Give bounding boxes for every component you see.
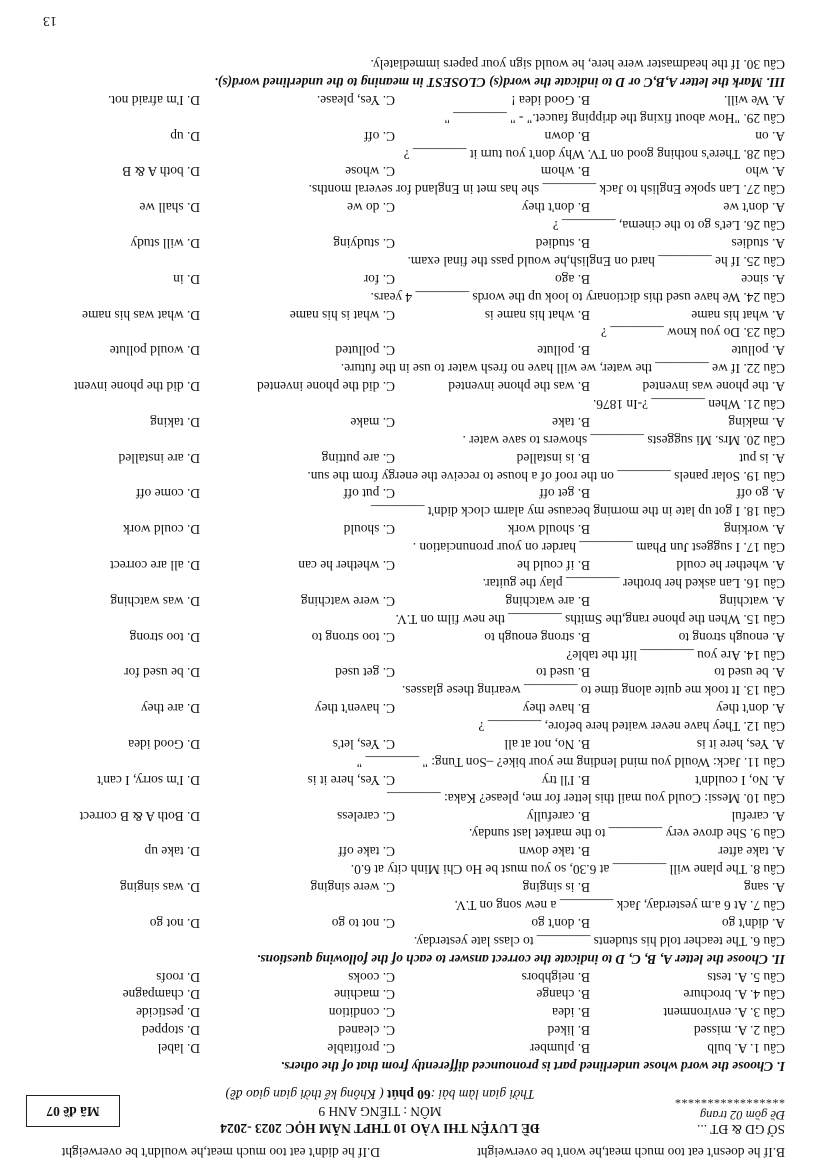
answer-option: C. cleaned — [338, 1023, 395, 1039]
answer-option: A. enough strong to — [678, 629, 785, 645]
answer-option: A. go off — [736, 486, 785, 502]
answer-option: C. get used — [335, 665, 395, 681]
answer-option: C. what is his name — [289, 307, 395, 323]
answer-option: Câu 5. A. tests — [707, 969, 785, 985]
answer-option: D. up — [170, 128, 200, 144]
question-stem: Câu 8. The plane will ________ at 6.30, so you must be Ho Chi Minh city at 6.0. — [350, 862, 785, 878]
answer-option: D. label — [157, 1041, 200, 1057]
question-stem: Câu 17. I suggest Jun Pham ________ harder on your pronunciation . — [412, 540, 785, 556]
answer-options — [25, 377, 785, 395]
answer-option: B. I'll try — [541, 772, 590, 788]
answer-options — [25, 1003, 785, 1021]
answer-option: B. is installed — [516, 450, 590, 466]
answer-option: D. both A & B — [122, 164, 200, 180]
answer-option-d: D.If he didn't eat too much meat,he wouldn't be overweight — [61, 1145, 380, 1160]
answer-options — [25, 556, 785, 574]
answer-option: D. was watching — [110, 593, 200, 609]
answer-option: C. did the phone invented — [257, 379, 395, 395]
answer-options — [25, 234, 785, 252]
answer-option: B. plumber — [529, 1041, 590, 1057]
answer-option: A. Yes, here it is — [696, 736, 785, 752]
answer-option: C. condition — [328, 1005, 395, 1021]
answer-option: C. are putting — [321, 450, 395, 466]
question-stem: Câu 12. They have never waited here before, ________ ? — [478, 719, 785, 735]
answer-option: B. get off — [539, 486, 590, 502]
answer-option: C. take off — [338, 844, 395, 860]
answer-option: D. not go — [149, 915, 200, 931]
exam-code-box: Mã đề 07 — [26, 1095, 120, 1127]
answer-option: A. since — [741, 271, 785, 287]
answer-option: C. Yes, please. — [316, 92, 395, 108]
answer-option: A. working — [724, 522, 785, 538]
question-stem: Câu 7. At 6 a.m yesterday, Jack ________ a new song on T.V. — [454, 897, 785, 913]
answer-option: D. pesticide — [136, 1005, 200, 1021]
answer-option: D. champagne — [122, 987, 200, 1003]
answer-option: D. stopped — [141, 1023, 200, 1039]
question-stem: Câu 15. When the phone rang,the Smiths ________ the new film on T.V. — [395, 611, 785, 627]
answer-option: C. off — [364, 128, 395, 144]
question-stem: Câu 10. Messi: Could you mail this letter for me, please? Kaka: ________ — [387, 790, 785, 806]
answer-options — [25, 842, 785, 860]
exam-title: ĐỀ LUYỆN THI VÀO 10 THPT NĂM HỌC 2023 -2024 — [220, 1121, 540, 1136]
answer-options — [25, 198, 785, 216]
section-heading: I. Choose the word whose underlined part is pronounced differently from that of the others. — [280, 1059, 785, 1074]
answer-option: B. strong enough to — [484, 629, 590, 645]
answer-option: B. take — [552, 414, 590, 430]
answer-option: C. make — [350, 414, 395, 430]
answer-options — [25, 807, 785, 825]
answer-option: A. don't we — [723, 200, 785, 216]
question-stem: Câu 21. When ________ ?-In 1876. — [592, 397, 785, 413]
answer-option: B. used to — [536, 665, 590, 681]
answer-option: C. profitable — [327, 1041, 395, 1057]
question-stem: Câu 11. Jack: Would you mind lending me your bike? –Son Tung: " ________ " — [356, 754, 785, 770]
answer-option: A. studies — [731, 236, 785, 252]
answer-option: A. careful — [731, 808, 785, 824]
department-name: SỞ GD & ĐT ... — [697, 1122, 785, 1137]
answer-option: C. put off — [343, 486, 395, 502]
answer-option: A. what his name — [691, 307, 785, 323]
answer-options — [25, 771, 785, 789]
answer-option: D. take up — [144, 844, 200, 860]
answer-option: Câu 4. A. brochure — [683, 987, 785, 1003]
answer-option: C. machine — [334, 987, 395, 1003]
answer-option: B. have they — [522, 701, 590, 717]
answer-option: B. down — [544, 128, 590, 144]
answer-option: B. are watching — [505, 593, 590, 609]
answer-option: Câu 3. A. environment — [663, 1005, 785, 1021]
answer-option: A. don't they — [716, 701, 785, 717]
answer-option: B. don't go — [531, 915, 590, 931]
answer-option: A. who — [745, 164, 785, 180]
answer-options — [25, 270, 785, 288]
answer-options — [25, 628, 785, 646]
question-stem: Câu 20. Mrs. Mi suggests ________ showers to save water . — [462, 432, 785, 448]
answer-option: C. Yes, here it is — [307, 772, 395, 788]
answer-option: B. ago — [555, 271, 590, 287]
header-left — [635, 1092, 785, 1137]
answer-option: B. what his name is — [484, 307, 590, 323]
answer-options — [25, 986, 785, 1004]
answer-options — [25, 968, 785, 986]
answer-option: B. if could he — [517, 558, 590, 574]
answer-option: B. studied — [535, 236, 590, 252]
answer-option: A. on — [755, 128, 785, 144]
answer-option: B. neighbors — [521, 969, 590, 985]
answer-option: C. Yes, let's — [332, 736, 395, 752]
answer-option: B. whom — [540, 164, 590, 180]
answer-option: D. was singing — [120, 880, 200, 896]
answer-options — [25, 664, 785, 682]
answer-option-b: B.If he doesn't eat too much meat,he won't be overweight — [477, 1145, 785, 1160]
subject: MÔN : TIẾNG ANH 9 — [318, 1104, 442, 1119]
question-stem: Câu 26. Let's go to the cinema, ________ ? — [552, 218, 785, 234]
answer-option: B. No, not at all — [504, 736, 590, 752]
question-stem: Câu 14. Are you ________ lift the table? — [566, 647, 785, 663]
answer-option: C. not to go — [331, 915, 395, 931]
answer-option: B. liked — [547, 1023, 590, 1039]
answer-option: B. change — [536, 987, 590, 1003]
answer-options — [25, 163, 785, 181]
answer-option: D. did the phone invent — [73, 379, 200, 395]
answer-option: C. polluted — [335, 343, 395, 359]
answer-option: D. could work — [123, 522, 200, 538]
answer-option: D. what was his name — [82, 307, 200, 323]
answer-option: D. too strong — [129, 629, 200, 645]
answer-option: D. roofs — [156, 969, 200, 985]
answer-option: D. Good idea — [128, 736, 200, 752]
answer-option: B. pollute — [537, 343, 590, 359]
answer-option: B. was the phone invented — [448, 379, 590, 395]
answer-option: Câu 1. A. bulb — [707, 1041, 785, 1057]
answer-options — [25, 878, 785, 896]
section-heading: III. Mark the letter A,B,C or D to indicate the word(s) CLOSEST in meaning to the underlined word(s). — [214, 75, 785, 91]
question-stem: Câu 6. The teacher told his students ________ to class late yesterday. — [413, 933, 785, 949]
answer-option: B. is singing — [522, 880, 590, 896]
answer-options — [25, 91, 785, 109]
exam-header — [25, 1075, 785, 1137]
answer-option: A. watching — [719, 593, 785, 609]
answer-option: B. should work — [507, 522, 590, 538]
section-heading: II. Choose the letter A, B, C, D to indicate the correct answer to each of the following questions. — [256, 951, 785, 967]
answer-option: C. careless — [336, 808, 395, 824]
answer-option: A. take after — [718, 844, 785, 860]
answer-option: C. for — [363, 271, 395, 287]
question-stem: Câu 9. She drove very ________ to the market last sunday. — [469, 826, 785, 842]
question-stem: Câu 25. If he ________ hard on English,he would pass the final exam. — [407, 253, 785, 269]
answer-options — [25, 914, 785, 932]
answer-options — [25, 1021, 785, 1039]
answer-option: C. should — [343, 522, 395, 538]
answer-option: A. be used to — [714, 665, 785, 681]
answer-option: B. idea — [552, 1005, 590, 1021]
answer-option: C. too strong to — [311, 629, 395, 645]
header-center — [145, 1086, 615, 1137]
answer-option: C. were watching — [300, 593, 395, 609]
answer-option: D. taking — [150, 414, 200, 430]
answer-option: D. shall we — [139, 200, 200, 216]
answer-options — [25, 520, 785, 538]
answer-option: A. the phone was invented — [642, 379, 785, 395]
question-stem: Câu 23. Do you know ________ ? — [600, 325, 785, 341]
answer-option: A. is put — [739, 450, 785, 466]
question-stem: Câu 27. Lan spoke English to Jack ________ she has met in England for several months. — [308, 182, 785, 198]
answer-options — [25, 341, 785, 359]
question-stem: Câu 30. If the headmaster were here, he would sign your papers immediately. — [370, 57, 785, 73]
question-stem: Câu 22. If we ________ the water, we will have no fresh water to use in the future. — [340, 361, 785, 377]
answer-option: A. sang — [744, 880, 785, 896]
answer-option: C. whether he can — [298, 558, 395, 574]
answer-option: A. making — [728, 414, 785, 430]
answer-options — [25, 306, 785, 324]
answer-option: C. cooks — [348, 969, 395, 985]
answer-option: C. do we — [347, 200, 395, 216]
stars-divider: ***************** — [674, 1093, 785, 1107]
answer-options — [25, 485, 785, 503]
previous-page-answer-line — [30, 1143, 785, 1161]
answer-option: D. be used for — [124, 665, 200, 681]
answer-option: D. are they — [140, 701, 200, 717]
answer-option: B. Good idea ! — [511, 92, 590, 108]
question-stem: Câu 19. Solar panels ________ on the roof of a house to receive the energy from the sun. — [307, 468, 785, 484]
answer-options — [25, 449, 785, 467]
answer-option: A. No, I couldn't — [695, 772, 785, 788]
time-allowed: Thời gian làm bài :60 phút ( Không kể thời gian giao đề) — [225, 1087, 535, 1102]
answer-options — [25, 592, 785, 610]
answer-option: D. come off — [135, 486, 200, 502]
answer-option: D. will study — [130, 236, 200, 252]
answer-option: C. haven't they — [314, 701, 395, 717]
answer-option: B. carefully — [526, 808, 590, 824]
question-stem: Câu 16. Lan asked her brother ________ play the guitar. — [482, 575, 785, 591]
question-list — [25, 55, 785, 1075]
question-stem: Câu 18. I got up late in the morning because my alarm clock didn't ________ — [370, 504, 785, 520]
answer-option: C. studying — [333, 236, 395, 252]
answer-option: D. I'm sorry, I can't — [97, 772, 200, 788]
answer-options — [25, 735, 785, 753]
answer-option: B. take down — [518, 844, 590, 860]
page-number: 13 — [43, 13, 57, 28]
answer-option: C. were singing — [310, 880, 395, 896]
answer-option: D. are installed — [118, 450, 200, 466]
answer-options — [25, 699, 785, 717]
answer-option: D. I'm afraid not. — [107, 92, 200, 108]
answer-option: D. all are correct — [110, 558, 200, 574]
answer-option: B. don't they — [521, 200, 590, 216]
answer-option: A. whether he could — [676, 558, 785, 574]
answer-option: D. Both A & B correct — [79, 808, 200, 824]
answer-option: D. in — [173, 271, 200, 287]
question-stem: Câu 24. We have used this dictionary to look up the words ________ 4 years. — [370, 289, 785, 305]
answer-option: C. whose — [345, 164, 395, 180]
answer-option: D. would pollute — [109, 343, 200, 359]
answer-option: A. We will. — [723, 92, 785, 108]
question-stem: Câu 29. "How about fixing the dripping faucet." - " ________ " — [444, 110, 785, 126]
answer-option: A. pollute — [731, 343, 785, 359]
answer-options — [25, 127, 785, 145]
page-count: Đề gồm 02 trang — [699, 1108, 785, 1122]
question-stem: Câu 28. There's nothing good on TV. Why don't you turn it ________ ? — [403, 146, 785, 162]
answer-options — [25, 1039, 785, 1057]
answer-option: Câu 2. A. missed — [693, 1023, 785, 1039]
question-stem: Câu 13. It took me quite along time to ________ wearing these glasses. — [401, 683, 785, 699]
answer-options — [25, 413, 785, 431]
answer-option: A. didn't go — [721, 915, 785, 931]
